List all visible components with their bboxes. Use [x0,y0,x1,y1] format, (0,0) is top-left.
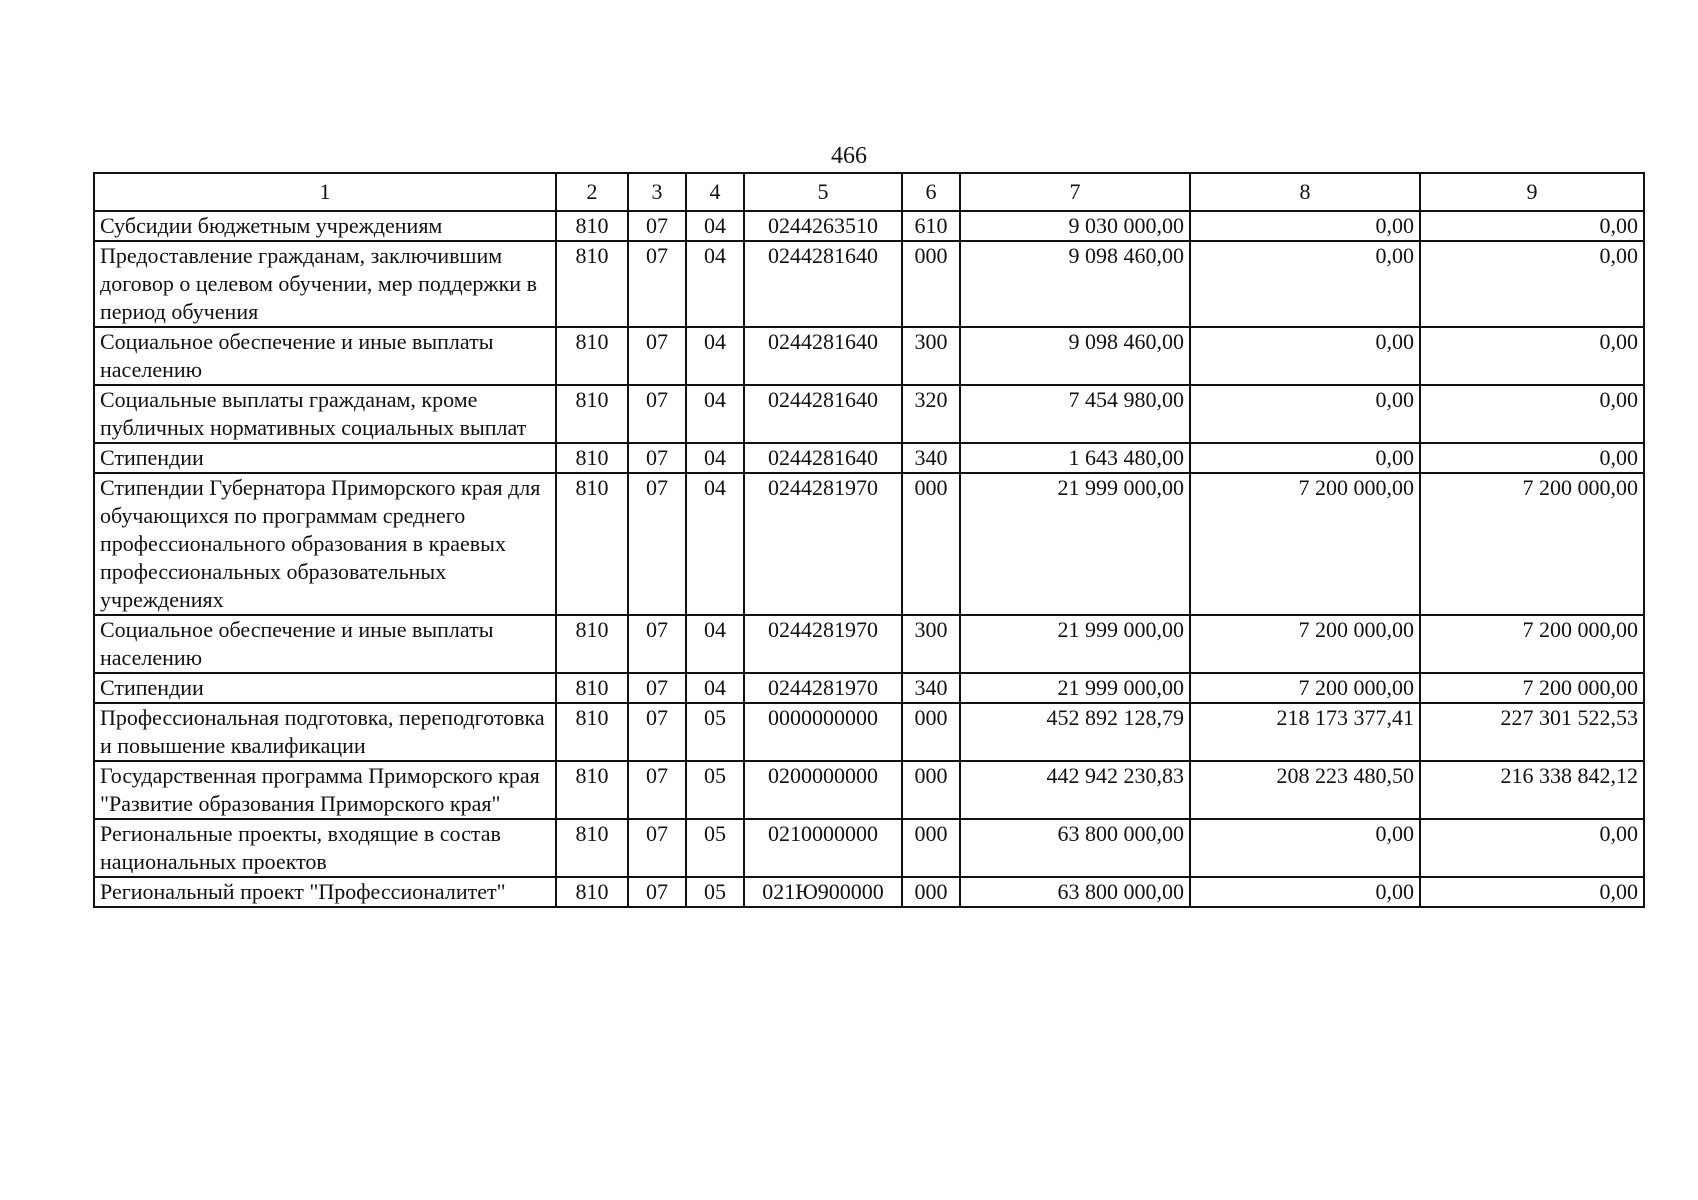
row-amount: 0,00 [1190,443,1420,473]
row-code: 05 [686,703,744,761]
row-code: 04 [686,473,744,615]
row-code: 04 [686,327,744,385]
row-amount: 0,00 [1420,819,1644,877]
row-code: 000 [902,241,960,327]
table-row [94,241,1644,327]
budget-table [93,172,1645,908]
row-code: 000 [902,703,960,761]
row-code: 810 [556,473,628,615]
row-amount: 442 942 230,83 [960,761,1190,819]
table-row [94,327,1644,385]
row-amount: 216 338 842,12 [1420,761,1644,819]
row-code: 810 [556,443,628,473]
table-row [94,703,1644,761]
row-amount: 0,00 [1420,211,1644,241]
row-amount: 9 098 460,00 [960,241,1190,327]
row-code: 05 [686,819,744,877]
row-code: 0244281970 [744,615,902,673]
row-amount: 0,00 [1420,385,1644,443]
header-cell: 9 [1420,173,1644,211]
header-cell: 3 [628,173,686,211]
row-amount: 7 200 000,00 [1190,673,1420,703]
row-code: 07 [628,673,686,703]
row-amount: 21 999 000,00 [960,615,1190,673]
row-code: 07 [628,473,686,615]
row-code: 320 [902,385,960,443]
row-name: Социальное обеспечение и иные выплаты населению [94,615,556,673]
row-code: 021Ю900000 [744,877,902,907]
row-code: 0244281970 [744,673,902,703]
row-code: 07 [628,241,686,327]
row-amount: 0,00 [1420,241,1644,327]
row-amount: 21 999 000,00 [960,673,1190,703]
row-amount: 0,00 [1190,385,1420,443]
header-cell: 8 [1190,173,1420,211]
row-name: Стипендии [94,673,556,703]
row-name: Социальные выплаты гражданам, кроме публичных нормативных социальных выплат [94,385,556,443]
row-code: 0244263510 [744,211,902,241]
table-row [94,385,1644,443]
row-name: Социальное обеспечение и иные выплаты населению [94,327,556,385]
row-name: Предоставление гражданам, заключившим договор о целевом обучении, мер поддержки в период обучения [94,241,556,327]
row-code: 000 [902,761,960,819]
row-amount: 21 999 000,00 [960,473,1190,615]
row-code: 810 [556,761,628,819]
row-amount: 7 454 980,00 [960,385,1190,443]
row-name: Стипендии Губернатора Приморского края для обучающихся по программам среднего профессионального образования в краевых профессиональных образовательных учреждениях [94,473,556,615]
row-code: 000 [902,877,960,907]
table-row [94,615,1644,673]
row-amount: 7 200 000,00 [1190,615,1420,673]
row-code: 04 [686,615,744,673]
header-cell: 4 [686,173,744,211]
table-row [94,211,1644,241]
row-code: 07 [628,443,686,473]
row-code: 810 [556,327,628,385]
row-name: Профессиональная подготовка, переподготовка и повышение квалификации [94,703,556,761]
table-row [94,761,1644,819]
row-code: 340 [902,443,960,473]
row-code: 07 [628,819,686,877]
row-code: 07 [628,761,686,819]
row-amount: 0,00 [1190,327,1420,385]
page-number: 466 [831,143,867,169]
row-amount: 63 800 000,00 [960,877,1190,907]
row-amount: 0,00 [1420,443,1644,473]
row-code: 300 [902,327,960,385]
row-code: 04 [686,443,744,473]
row-code: 04 [686,241,744,327]
row-amount: 0,00 [1420,327,1644,385]
row-code: 07 [628,327,686,385]
row-code: 0200000000 [744,761,902,819]
row-code: 07 [628,385,686,443]
row-code: 04 [686,385,744,443]
row-amount: 0,00 [1190,877,1420,907]
row-code: 000 [902,473,960,615]
row-code: 0210000000 [744,819,902,877]
header-cell: 1 [94,173,556,211]
row-code: 810 [556,673,628,703]
row-code: 07 [628,703,686,761]
row-code: 07 [628,877,686,907]
table-row [94,819,1644,877]
row-code: 340 [902,673,960,703]
row-name: Региональный проект "Профессионалитет" [94,877,556,907]
row-name: Субсидии бюджетным учреждениям [94,211,556,241]
row-code: 0244281640 [744,241,902,327]
row-code: 810 [556,615,628,673]
table-row [94,673,1644,703]
table-row [94,473,1644,615]
row-code: 810 [556,385,628,443]
table-header-row [94,173,1644,211]
table-row [94,443,1644,473]
row-code: 810 [556,211,628,241]
row-amount: 7 200 000,00 [1190,473,1420,615]
row-amount: 208 223 480,50 [1190,761,1420,819]
row-name: Стипендии [94,443,556,473]
row-code: 810 [556,877,628,907]
row-amount: 7 200 000,00 [1420,473,1644,615]
row-code: 0000000000 [744,703,902,761]
row-code: 810 [556,703,628,761]
row-code: 04 [686,673,744,703]
row-amount: 9 098 460,00 [960,327,1190,385]
row-code: 05 [686,761,744,819]
row-code: 0244281640 [744,327,902,385]
row-code: 07 [628,615,686,673]
row-amount: 0,00 [1190,819,1420,877]
header-cell: 6 [902,173,960,211]
row-code: 610 [902,211,960,241]
header-cell: 2 [556,173,628,211]
row-code: 07 [628,211,686,241]
header-cell: 7 [960,173,1190,211]
row-code: 05 [686,877,744,907]
row-amount: 0,00 [1190,211,1420,241]
row-code: 04 [686,211,744,241]
row-name: Государственная программа Приморского края "Развитие образования Приморского края" [94,761,556,819]
row-amount: 7 200 000,00 [1420,615,1644,673]
row-amount: 1 643 480,00 [960,443,1190,473]
row-code: 0244281970 [744,473,902,615]
row-amount: 63 800 000,00 [960,819,1190,877]
table-row [94,877,1644,907]
row-amount: 452 892 128,79 [960,703,1190,761]
row-code: 0244281640 [744,443,902,473]
row-code: 810 [556,241,628,327]
row-amount: 0,00 [1190,241,1420,327]
row-code: 0244281640 [744,385,902,443]
row-amount: 218 173 377,41 [1190,703,1420,761]
row-code: 810 [556,819,628,877]
row-amount: 7 200 000,00 [1420,673,1644,703]
row-code: 300 [902,615,960,673]
row-amount: 9 030 000,00 [960,211,1190,241]
row-amount: 0,00 [1420,877,1644,907]
row-amount: 227 301 522,53 [1420,703,1644,761]
row-name: Региональные проекты, входящие в состав национальных проектов [94,819,556,877]
header-cell: 5 [744,173,902,211]
row-code: 000 [902,819,960,877]
